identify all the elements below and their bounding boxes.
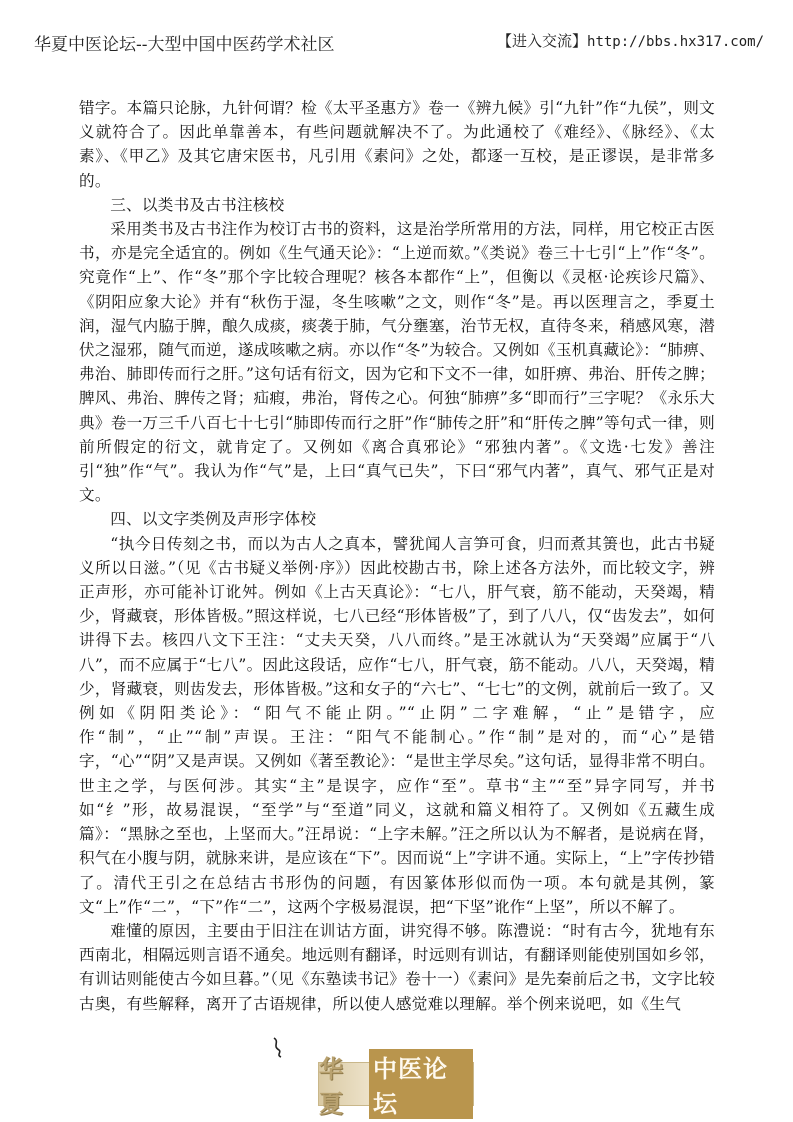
section-heading-3: 三、以类书及古书注核校 <box>110 195 285 214</box>
logo-text-a: 华夏 <box>319 1054 344 1118</box>
document-page <box>79 96 715 1016</box>
paragraph-section-4: “执今日传刻之书，而以为古人之真本，譬犹闻人言笋可食，归而煮其箦也，此古书疑义所以日滋。”（见《古书疑义举例·序》）因此校勘古书，除上述各方法外，而比较文字，辨正声形，亦可能补订讹舛。例如《上古天真论》：“七八，肝气衰，筋不能动，天癸竭，精少，肾藏衰，形体皆极。”照这样说，七八已经“形体皆极”了，到了八八，仅“齿发去”，如何讲得下去。核四八文下王注：“丈夫天癸，八八而终。”是王冰就认为“天癸竭”应属于“八八”，而不应属于“七八”。因此这段话，应作“七八，肝气衰，筋不能动。八八，天癸竭，精少，肾藏衰，则齿发去，形体皆极。”这和女子的“六七”、“七七”的文例，就前后一致了。又例如《阴阳类论》：“阳气不能止阴。”“止阴”二字难解，“止”是错字，应作“制”，“止”“制”声误。王注：“阳气不能制心。”作“制”是对的，而“心”是错字，“心”“阴”又是声误。又例如《著至教论》：“是世主学尽矣。”这句话，显得非常不明白。世主之学，与医何涉。其实“主”是误字，应作“至”。草书“主”“至”异字同写，并书如“纟”形，故易混误，“至学”与“至道”同义，这就和篇义相符了。又例如《五藏生成篇》：“黑脉之至也，上坚而大。”汪昂说：“上字未解。”汪之所以认为不解者，是说病在肾，积气在小腹与阴，就脉来讲，是应该在“下”。因而说“上”字讲不通。实际上，“上”字传抄错了。清代王引之在总结古书形伪的问题，有因篆体形似而伪一项。本句就是其例，篆文“上”作“二”，“下”作“二”，这两个字极易混误，把“下坚”讹作“上坚”，所以不解了。 <box>79 534 715 916</box>
scan-pen-mark <box>270 1036 286 1058</box>
paragraph-exegesis: 难懂的原因，主要由于旧注在训诂方面，讲究得不够。陈澧说：“时有古今，犹地有东西南北，相隔远则言语不通矣。地远则有翻译，时远则有训诂，有翻译则能使别国如乡邻，有训诂则能使古今如旦暮。”（见《东塾读书记》卷十一）《素问》是先秦前后之书，文字比较古奥，有些解释，离开了古语规律，所以使人感觉难以理解。举个例来说吧，如《生气 <box>79 921 715 1013</box>
paragraph-section-3: 采用类书及古书注作为校订古书的资料，这是治学所常用的方法，同样，用它校正古医书，亦是完全适宜的。例如《生气通天论》：“上逆而欬。”《类说》卷三十七引“上”作“冬”。究竟作“上”、作“冬”那个字比较合理呢？核各本都作“上”，但衡以《灵枢·论疾诊尺篇》、《阴阳应象大论》并有“秋伤于湿，冬生咳嗽”之文，则作“冬”是。再以医理言之，季夏土润，湿气内脇于脾，酿久成痰，痰袭于肺，气分壅塞，治节无权，直待冬来，稍感风寒，潜伏之湿邪，随气而逆，遂成咳嗽之病。亦以作“冬”为较合。又例如《玉机真藏论》：“肺痹、弗治、肺即传而行之肝。”这句话有衍文，因为它和下文不一律，如肝痹、弗治、肝传之脾；脾风、弗治、脾传之肾；疝瘕，弗治，肾传之心。何独“肺痹”多“即而行”三字呢？《永乐大典》卷一万三千八百七十七引“肺即传而行之肝”作“肺传之肝”和“肝传之脾”等句式一律，则前所假定的衍文，就肯定了。又例如《离合真邪论》“邪独内著”。《文选·七发》善注引“独”作“气”。我认为作“气”是，上曰“真气已失”，下曰“邪气内著”，真气、邪气正是对文。 <box>79 220 715 505</box>
site-title[interactable]: 华夏中医论坛--大型中国中医药学术社区 <box>34 35 335 55</box>
forum-url[interactable]: http://bbs.hx317.com/ <box>587 34 765 50</box>
forum-logo <box>318 1054 474 1118</box>
section-heading-4: 四、以文字类例及声形字体校 <box>110 510 317 529</box>
page-header <box>0 0 793 55</box>
join-discussion-label[interactable]: 【进入交流】 <box>497 32 588 50</box>
join-discussion-link[interactable] <box>497 30 764 51</box>
logo-text-b: 中医论坛 <box>369 1049 473 1119</box>
paragraph-continuation: 错字。本篇只论脉，九针何谓？检《太平圣惠方》卷一《辨九候》引“九针”作“九侯”，则文义就符合了。因此单靠善本，有些问题就解决不了。为此通校了《难经》、《脉经》、《太素》、《甲乙》及其它唐宋医书，凡引用《素问》之处，都逐一互校，是正谬误，是非常多的。 <box>79 99 715 190</box>
